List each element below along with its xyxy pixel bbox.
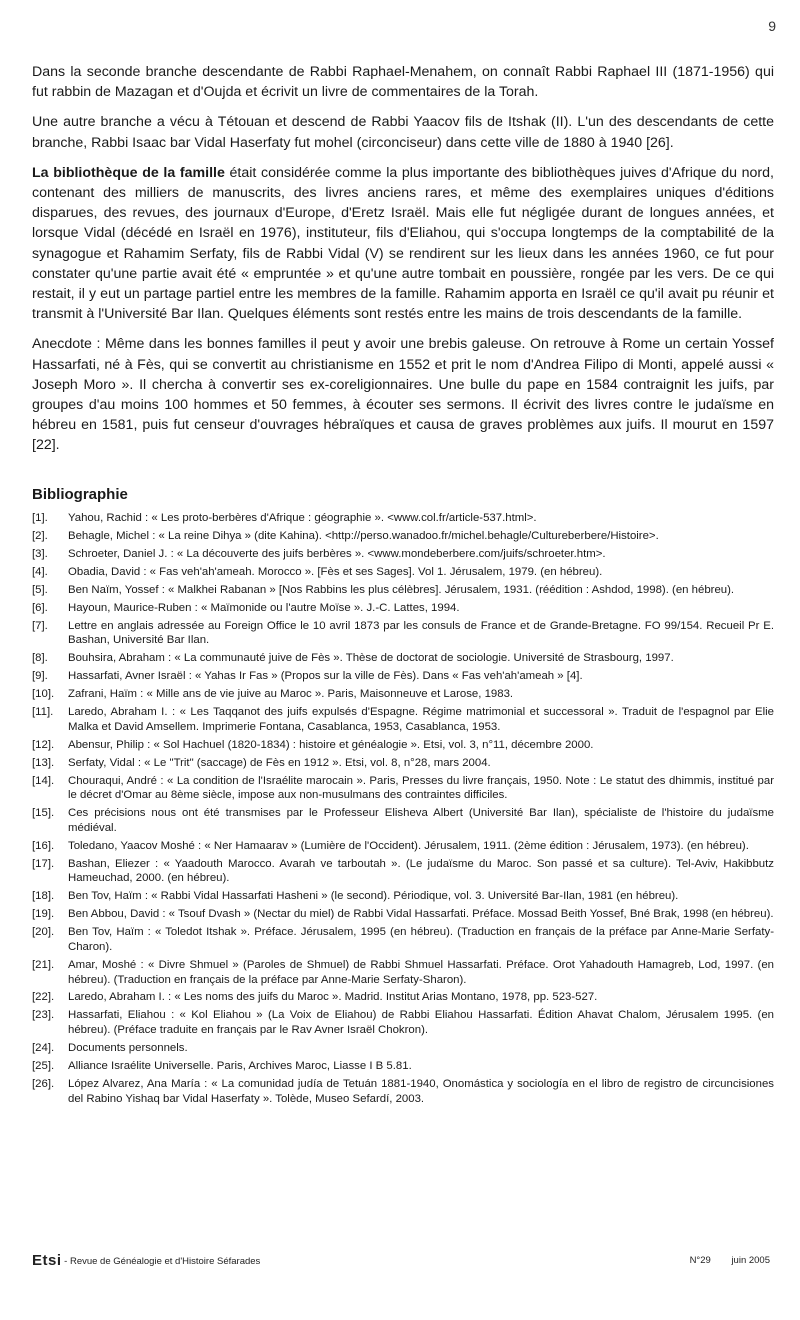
bibliography-list: [32, 511, 774, 1107]
entry-text: Bashan, Eliezer : « Yaadouth Marocco. Avarah ve tarboutah ». (Le judaïsme du Maroc. Son passé et sa culture). Tel-Aviv, Hakibbutz Hameuchad, 2000. (en hébreu).: [68, 857, 774, 885]
entry-number: [14].: [32, 774, 55, 787]
issue-info: [672, 1255, 770, 1266]
entry-number: [16].: [32, 839, 55, 852]
entry-number: [23].: [32, 1009, 55, 1022]
issue-number: N°29: [689, 1255, 711, 1266]
entry-text: Laredo, Abraham I. : « Les Taqqanot des juifs expulsés d'Espagne. Régime matrimonial et successoral ». Traduit de l'espagnol par Elie Malka et David Amsellem. Imprimerie Fontana, Casablanca, 1953, Casablanca, 1953.: [68, 706, 774, 733]
entry-text: Ben Tov, Haïm : « Rabbi Vidal Hassarfati Hasheni » (le second). Périodique, vol. 3. Université Bar-Ilan, 1981 (en hébreu).: [68, 890, 679, 903]
bibliography-entry: [32, 601, 774, 616]
bibliography-entry: [32, 857, 774, 886]
entry-text: Ben Naïm, Yossef : « Malkhei Rabanan » [Nos Rabbins les plus célèbres]. Jérusalem, 1931. (réédition : Ashdod, 1998). (en hébreu).: [68, 583, 735, 596]
entry-number: [19].: [32, 908, 55, 921]
entry-text: Bouhsira, Abraham : « La communauté juive de Fès ». Thèse de doctorat de sociologie. Université de Strasbourg, 1997.: [68, 652, 674, 665]
bibliography-entry: [32, 669, 774, 684]
entry-number: [15].: [32, 807, 55, 820]
entry-text: Ben Tov, Haïm : « Toledot Itshak ». Préface. Jérusalem, 1995 (en hébreu). (Traduction en français de la préface par Anne-Marie Serfaty-Charon).: [68, 926, 774, 953]
entry-text: Documents personnels.: [68, 1042, 188, 1055]
bibliography-entry: [32, 889, 774, 904]
bibliography-entry: [32, 583, 774, 598]
bibliography-entry: [32, 839, 774, 854]
entry-text: Hassarfati, Eliahou : « Kol Eliahou » (La Voix de Eliahou) de Rabbi Eliahou Hassarfati. Édition Ahavat Chalom, Jérusalem 1995. (en hébreu). (Préface traduite en français par le Rav Avner Israël Chokron).: [68, 1009, 774, 1037]
entry-number: [11].: [32, 706, 54, 719]
bibliography-entry: [32, 907, 774, 922]
paragraph: Une autre branche a vécu à Tétouan et descend de Rabbi Yaacov fils de Itshak (II). L'un des descendants de cette branche, Rabbi Isaac bar Vidal Haserfaty fut mohel (circonciseur) dans cette ville de 1880 à 1940 [26].: [32, 114, 774, 151]
paragraph: Anecdote : Même dans les bonnes familles il peut y avoir une brebis galeuse. On retrouve à Rome un certain Yossef Hassarfati, né à Fès, qui se convertit au christianisme en 1552 et prit le nom d'Andrea Filipo di Monti, appelé aussi « Joseph Moro ». Il chercha à convertir ses ex-coreligionnaires. Une bulle du pape en 1584 contraignit les juifs, par groupes d'au moins 100 hommes et 50 femmes, à écouter ses sermons. Il écrivit des livres contre le judaïsme en hébreu en 1581, puis fut censeur d'ouvrages hébraïques et causa de graves problèmes aux juifs. Il mourut en 1597 [22].: [32, 336, 774, 454]
entry-text: Alliance Israélite Universelle. Paris, Archives Maroc, Liasse I B 5.81.: [68, 1060, 412, 1073]
entry-text: Chouraqui, André : « La condition de l'Israélite marocain ». Paris, Presses du livre français, 1950. Note : Le statut des dhimmis, institué par le décret d'Omar au 8ème siècle, impose aux non-musulmans des contraintes difficiles.: [68, 774, 774, 802]
bibliography-entry: [32, 1077, 774, 1106]
entry-text: Laredo, Abraham I. : « Les noms des juifs du Maroc ». Madrid. Institut Arias Montano, 1978, pp. 523-527.: [68, 991, 598, 1004]
paragraph-lead: La bibliothèque de la famille: [32, 164, 225, 181]
bibliography-entry: [32, 511, 774, 526]
bibliography-entry: [32, 565, 774, 580]
entry-text: López Alvarez, Ana María : « La comunidad judía de Tetuán 1881-1940, Onomástica y sociología en el libro de registro de circuncisiones del Rabino Yishaq bar Vidal Haserfaty ». Tolède, Museo Sefardí, 2003.: [68, 1078, 774, 1105]
entry-number: [8].: [32, 652, 48, 665]
entry-number: [13].: [32, 756, 55, 769]
bibliography-entry: [32, 806, 774, 835]
bibliography-entry: [32, 619, 774, 648]
paragraph: La bibliothèque de la famille était considérée comme la plus importante des bibliothèques juives d'Afrique du nord, contenant des milliers de manuscrits, des livres anciens rares, et même des exemplaires uniques d'éditions disparues, des revues, des journaux d'Europe, d'Eretz Israël. Mais elle fut négligée durant de longues années, et lorsque Vidal (décédé en Israël en 1976), instituteur, fils d'Eliahou, qui s'occupa longtemps de la comptabilité de la synagogue et Rahamim Serfaty, fils de Rabbi Vidal (V) se rendirent sur les lieux dans les années 1960, ce fut pour constater qu'une partie avait été « empruntée » et qu'une autre tombait en poussière, rongée par les vers. De ce qui restait, il y eut un partage partiel entre les membres de la famille. Rahamim apporta en Israël ce qu'il avait pu réunir et transmit à l'Université Bar Ilan. Quelques éléments sont restés entre les mains de trois descendants de la famille.: [32, 164, 774, 323]
entry-text: Hassarfati, Avner Israël : « Yahas Ir Fas » (Propos sur la ville de Fès). Dans « Fas veh'ah'ameah » [4].: [68, 670, 583, 683]
bibliography-entry: [32, 687, 774, 702]
entry-text: Toledano, Yaacov Moshé : « Ner Hamaarav » (Lumière de l'Occident). Jérusalem, 1911. (2ème édition : Jérusalem, 1973). (en hébreu).: [68, 839, 749, 852]
bibliography-entry: [32, 1008, 774, 1037]
entry-text: Serfaty, Vidal : « Le "Trit" (saccage) de Fès en 1912 ». Etsi, vol. 8, n°28, mars 2004.: [68, 756, 491, 769]
entry-number: [1].: [32, 511, 48, 524]
paragraph: Dans la seconde branche descendante de Rabbi Raphael-Menahem, on connaît Rabbi Raphael III (1871-1956) qui fut rabbin de Mazagan et d'Oujda et écrivit un livre de commentaires de la Torah.: [32, 64, 774, 101]
journal-subtitle: - Revue de Généalogie et d'Histoire Séfarades: [61, 1256, 261, 1267]
journal-logo: Etsi: [32, 1252, 62, 1269]
entry-number: [20].: [32, 926, 55, 939]
entry-number: [26].: [32, 1078, 55, 1091]
bibliography-entry: [32, 547, 774, 562]
entry-text: Ben Abbou, David : « Tsouf Dvash » (Nectar du miel) de Rabbi Vidal Hassarfati. Préface. Mossad Beith Yossef, Bné Brak, 1998 (en hébreu).: [68, 908, 774, 921]
entry-text: Lettre en anglais adressée au Foreign Office le 10 avril 1873 par les consuls de France et de Grande-Bretagne. FO 99/154. Recueil Pr E. Bashan, Université Bar Ilan.: [68, 619, 774, 647]
page-number: 9: [768, 18, 776, 34]
bibliography-entry: [32, 1041, 774, 1056]
entry-number: [10].: [32, 688, 55, 701]
entry-number: [7].: [32, 619, 48, 632]
entry-number: [25].: [32, 1060, 55, 1073]
entry-number: [21].: [32, 958, 55, 971]
entry-number: [24].: [32, 1042, 55, 1055]
entry-text: Hayoun, Maurice-Ruben : « Maïmonide ou l'autre Moïse ». J.-C. Lattes, 1994.: [68, 601, 460, 614]
entry-text: Zafrani, Haïm : « Mille ans de vie juive au Maroc ». Paris, Maisonneuve et Larose, 1983.: [68, 688, 514, 701]
bibliography-entry: [32, 1059, 774, 1074]
entry-text: Schroeter, Daniel J. : « La découverte des juifs berbères ». <www.mondeberbere.com/juifs/schroeter.htm>.: [68, 547, 606, 560]
entry-text: Behagle, Michel : « La reine Dihya » (dite Kahina). <http://perso.wanadoo.fr/michel.behagle/Cultureberbere/Histoire>.: [68, 529, 659, 542]
entry-number: [12].: [32, 738, 55, 751]
footer: [32, 1252, 770, 1269]
entry-text: Amar, Moshé : « Divre Shmuel » (Paroles de Shmuel) de Rabbi Shmuel Hassarfati. Préface. Orot Yahadouth Hamagreb, Lod, 1997. (en hébreu). (Traduction en français de la préface par Anne-Marie Serfaty-Sharon).: [68, 958, 774, 986]
article-body: [32, 62, 774, 1110]
section-title: Bibliographie: [32, 485, 128, 503]
bibliography-entry: [32, 774, 774, 803]
entry-number: [22].: [32, 991, 55, 1004]
bibliography-entry: [32, 990, 774, 1005]
entry-text: Ces précisions nous ont été transmises par le Professeur Elisheva Albert (Université Bar Ilan), spécialiste de l'histoire du judaïsme médiéval.: [68, 807, 774, 834]
bibliography-entry: [32, 958, 774, 987]
bibliography-entry: [32, 529, 774, 544]
entry-number: [17].: [32, 857, 55, 870]
bibliography-entry: [32, 651, 774, 666]
bibliography-entry: [32, 756, 774, 771]
issue-date: juin 2005: [731, 1255, 770, 1266]
entry-number: [2].: [32, 529, 48, 542]
entry-number: [5].: [32, 583, 48, 596]
entry-number: [3].: [32, 547, 48, 560]
entry-text: Abensur, Philip : « Sol Hachuel (1820-1834) : histoire et généalogie ». Etsi, vol. 3, n°11, décembre 2000.: [68, 738, 594, 751]
entry-text: Yahou, Rachid : « Les proto-berbères d'Afrique : géographie ». <www.col.fr/article-537.html>.: [68, 511, 537, 524]
entry-text: Obadia, David : « Fas veh'ah'ameah. Morocco ». [Fès et ses Sages]. Vol 1. Jérusalem, 1979. (en hébreu).: [68, 565, 603, 578]
bibliography-entry: [32, 738, 774, 753]
entry-number: [4].: [32, 565, 48, 578]
entry-number: [9].: [32, 670, 48, 683]
bibliography-entry: [32, 705, 774, 734]
entry-number: [18].: [32, 890, 55, 903]
entry-number: [6].: [32, 601, 48, 614]
bibliography-entry: [32, 925, 774, 954]
